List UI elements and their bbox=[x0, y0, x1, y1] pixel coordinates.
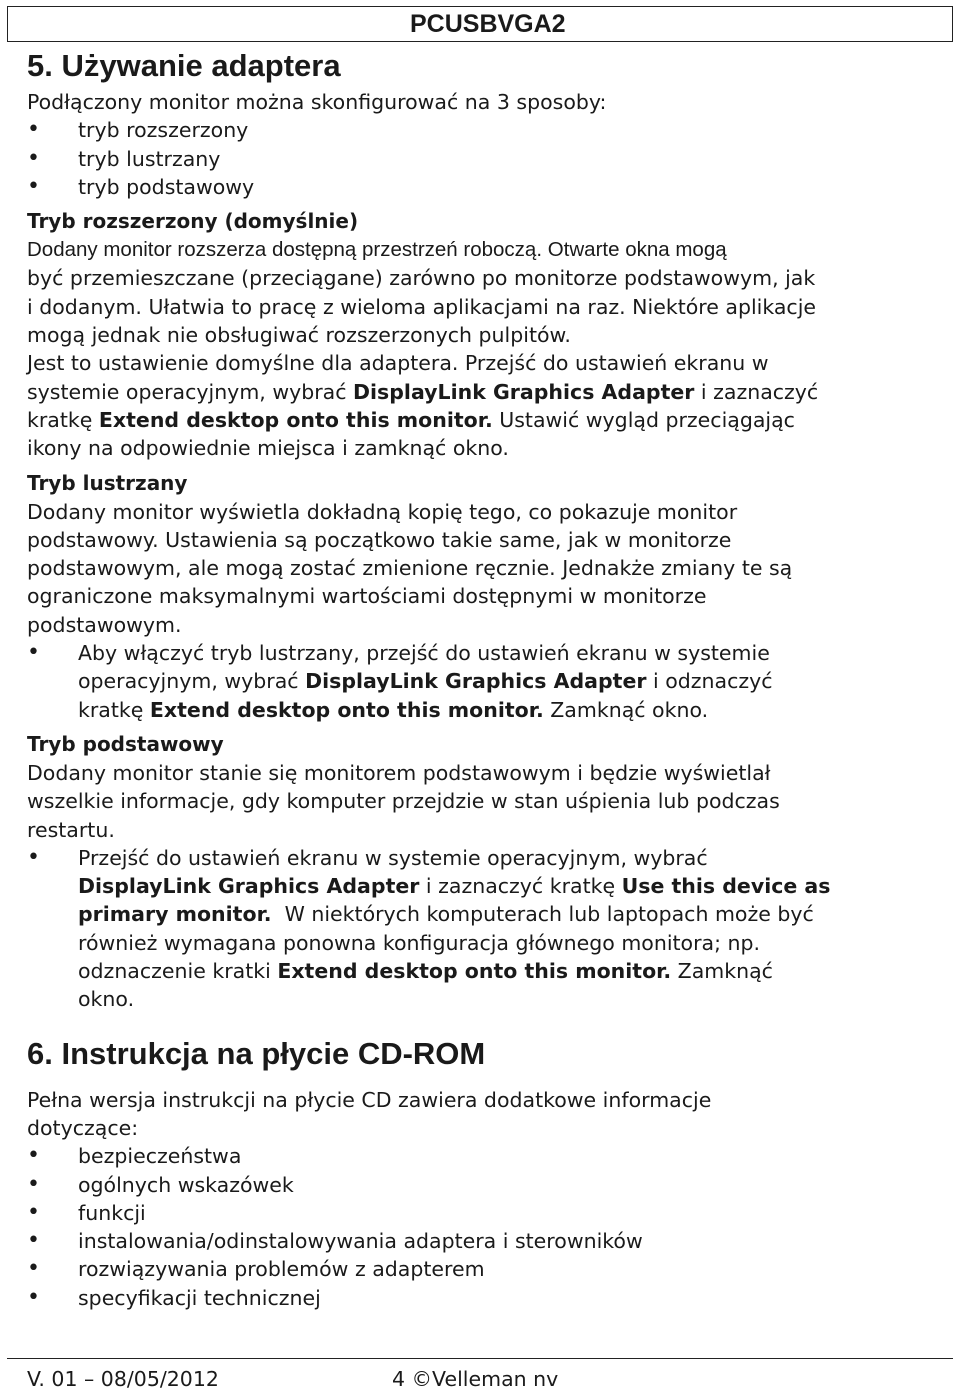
extended-mode-heading: Tryb rozszerzony (domyślnie) bbox=[27, 209, 359, 234]
text-line: podstawowym, ale mogą zostać zmienione ręcznie. Jednakże zmiany te są bbox=[27, 556, 793, 581]
list-item: • bezpieczeństwa bbox=[27, 1142, 942, 1170]
list-item: • tryb podstawowy bbox=[27, 173, 942, 201]
list-item: • tryb lustrzany bbox=[27, 145, 942, 173]
text-line: Dodany monitor wyświetla dokładną kopię tego, co pokazuje monitor bbox=[27, 499, 738, 524]
list-item: • rozwiązywania problemów z adapterem bbox=[27, 1255, 942, 1283]
text-line: być przemieszczane (przeciągane) zarówno po monitorze podstawowym, jak bbox=[27, 266, 816, 291]
modes-list bbox=[27, 116, 942, 201]
page-footer bbox=[7, 1358, 953, 1395]
extended-mode-text bbox=[27, 236, 942, 462]
text-line: ikony na odpowiednie miejsca i zamknąć okno. bbox=[27, 436, 509, 461]
list-item: • Przejść do ustawień ekranu w systemie operacyjnym, wybrać DisplayLink Graphics Adapter i zaznaczyć kratkę Use this device as primary monitor. W niektórych komputerach lub laptopach może być również wymagana ponowna konfiguracja głównego monitora; np. odznaczenie kratki Extend desktop onto this monitor. Zamknąć okno. bbox=[27, 844, 942, 1014]
page-number: 4 ©Velleman nv bbox=[392, 1367, 559, 1391]
text-line: kratkę Extend desktop onto this monitor. Ustawić wygląd przeciągając bbox=[27, 407, 795, 432]
primary-steps-list bbox=[27, 844, 942, 1014]
text-line: Dodany monitor stanie się monitorem podstawowym i będzie wyświetlał bbox=[27, 760, 771, 785]
text-line: podstawowym. bbox=[27, 612, 182, 637]
model-number: PCUSBVGA2 bbox=[410, 10, 566, 38]
text-line: systemie operacyjnym, wybrać DisplayLink Graphics Adapter i zaznaczyć bbox=[27, 379, 819, 404]
text-line: i dodanym. Ułatwia to pracę z wieloma aplikacjami na raz. Niektóre aplikacje bbox=[27, 294, 816, 319]
section-5-title: 5. Używanie adaptera bbox=[27, 48, 341, 83]
list-item: • Aby włączyć tryb lustrzany, przejść do ustawień ekranu w systemie operacyjnym, wybrać DisplayLink Graphics Adapter i odznaczyć kratkę Extend desktop onto this monitor. Zamknąć okno. bbox=[27, 639, 942, 724]
mirror-mode-text bbox=[27, 498, 942, 639]
version-date: V. 01 – 08/05/2012 bbox=[27, 1367, 219, 1391]
page-content bbox=[27, 44, 942, 1312]
list-item: • instalowania/odinstalowywania adaptera i sterowników bbox=[27, 1227, 942, 1255]
text-line: podstawowy. Ustawienia są początkowo takie same, jak w monitorze bbox=[27, 527, 732, 552]
text-line: mogą jednak nie obsługiwać rozszerzonych pulpitów. bbox=[27, 323, 571, 348]
section-5-intro: Podłączony monitor można skonfigurować na 3 sposoby: bbox=[27, 90, 607, 114]
section-6-title: 6. Instrukcja na płycie CD-ROM bbox=[27, 1035, 486, 1071]
list-item: • ogólnych wskazówek bbox=[27, 1171, 942, 1199]
text-line: wszelkie informacje, gdy komputer przejdzie w stan uśpienia lub podczas bbox=[27, 789, 780, 814]
text-line: Dodany monitor rozszerza dostępną przestrzeń roboczą. Otwarte okna mogą bbox=[27, 238, 727, 262]
text-line: dotyczące: bbox=[27, 1115, 139, 1140]
primary-mode-heading: Tryb podstawowy bbox=[27, 731, 224, 756]
list-item: • specyfikacji technicznej bbox=[27, 1284, 942, 1312]
list-item: • tryb rozszerzony bbox=[27, 116, 942, 144]
text-line: ograniczone maksymalnymi wartościami dostępnymi w monitorze bbox=[27, 584, 707, 609]
mirror-mode-heading: Tryb lustrzany bbox=[27, 470, 188, 495]
primary-mode-text bbox=[27, 759, 942, 844]
list-item: • funkcji bbox=[27, 1199, 942, 1227]
text-line: Pełna wersja instrukcji na płycie CD zawiera dodatkowe informacje bbox=[27, 1087, 712, 1112]
text-line: restartu. bbox=[27, 817, 115, 842]
cd-contents-list bbox=[27, 1142, 942, 1312]
mirror-steps-list bbox=[27, 639, 942, 724]
text-line: Jest to ustawienie domyślne dla adaptera. Przejść do ustawień ekranu w bbox=[27, 351, 769, 376]
